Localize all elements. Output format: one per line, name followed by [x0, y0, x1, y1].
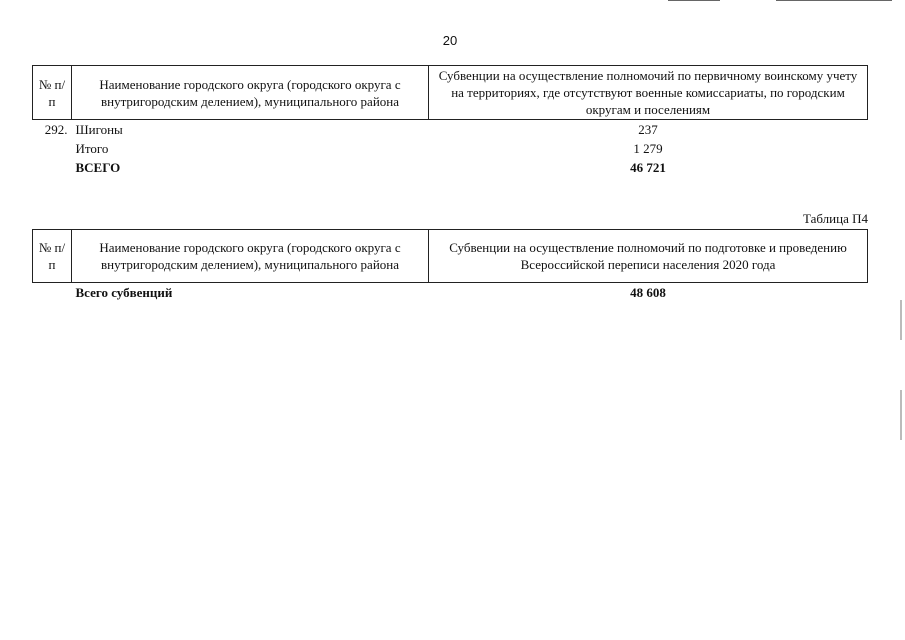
header-number: № п/п	[33, 66, 72, 120]
header-subsidy-amount: Субвенции на осуществление полномочий по подготовке и проведению Всероссийской переписи населения 2020 года	[429, 230, 868, 283]
table-p4-label: Таблица П4	[803, 211, 868, 226]
page-number: 20	[442, 33, 458, 48]
header-district-name: Наименование городского округа (городского округа с внутригородским делением), муниципального района	[72, 66, 429, 120]
row-amount: 237	[638, 122, 658, 137]
row-number	[33, 158, 72, 177]
row-total-label: ВСЕГО	[75, 160, 121, 175]
row-district-name: Шигоны	[75, 122, 123, 137]
header-number: № п/п	[33, 230, 72, 283]
table-header-row	[33, 230, 868, 283]
scan-edge-line	[668, 0, 720, 1]
row-number: 292.	[44, 122, 68, 137]
row-number	[33, 283, 72, 303]
table-row	[33, 283, 868, 303]
row-subtotal-amount: 1 279	[633, 141, 663, 156]
scan-artifact	[900, 300, 902, 340]
military-registration-subsidy-table	[32, 65, 868, 177]
table-row	[33, 158, 868, 177]
census-subsidy-table	[32, 229, 868, 302]
row-total-amount: 48 608	[630, 285, 666, 300]
header-subsidy-amount: Субвенции на осуществление полномочий по первичному воинскому учету на территориях, где отсутствуют военные комиссариаты, по городским округам и поселениям	[429, 66, 868, 120]
row-total-label: Всего субвенций	[75, 285, 173, 300]
row-number	[33, 139, 72, 158]
header-district-name: Наименование городского округа (городского округа с внутригородским делением), муниципального района	[72, 230, 429, 283]
table-row	[33, 139, 868, 158]
row-total-amount: 46 721	[630, 160, 666, 175]
table-row	[33, 120, 868, 140]
row-subtotal-label: Итого	[75, 141, 109, 156]
scan-edge-line	[776, 0, 892, 1]
table-header-row	[33, 66, 868, 120]
scan-artifact	[900, 390, 902, 440]
